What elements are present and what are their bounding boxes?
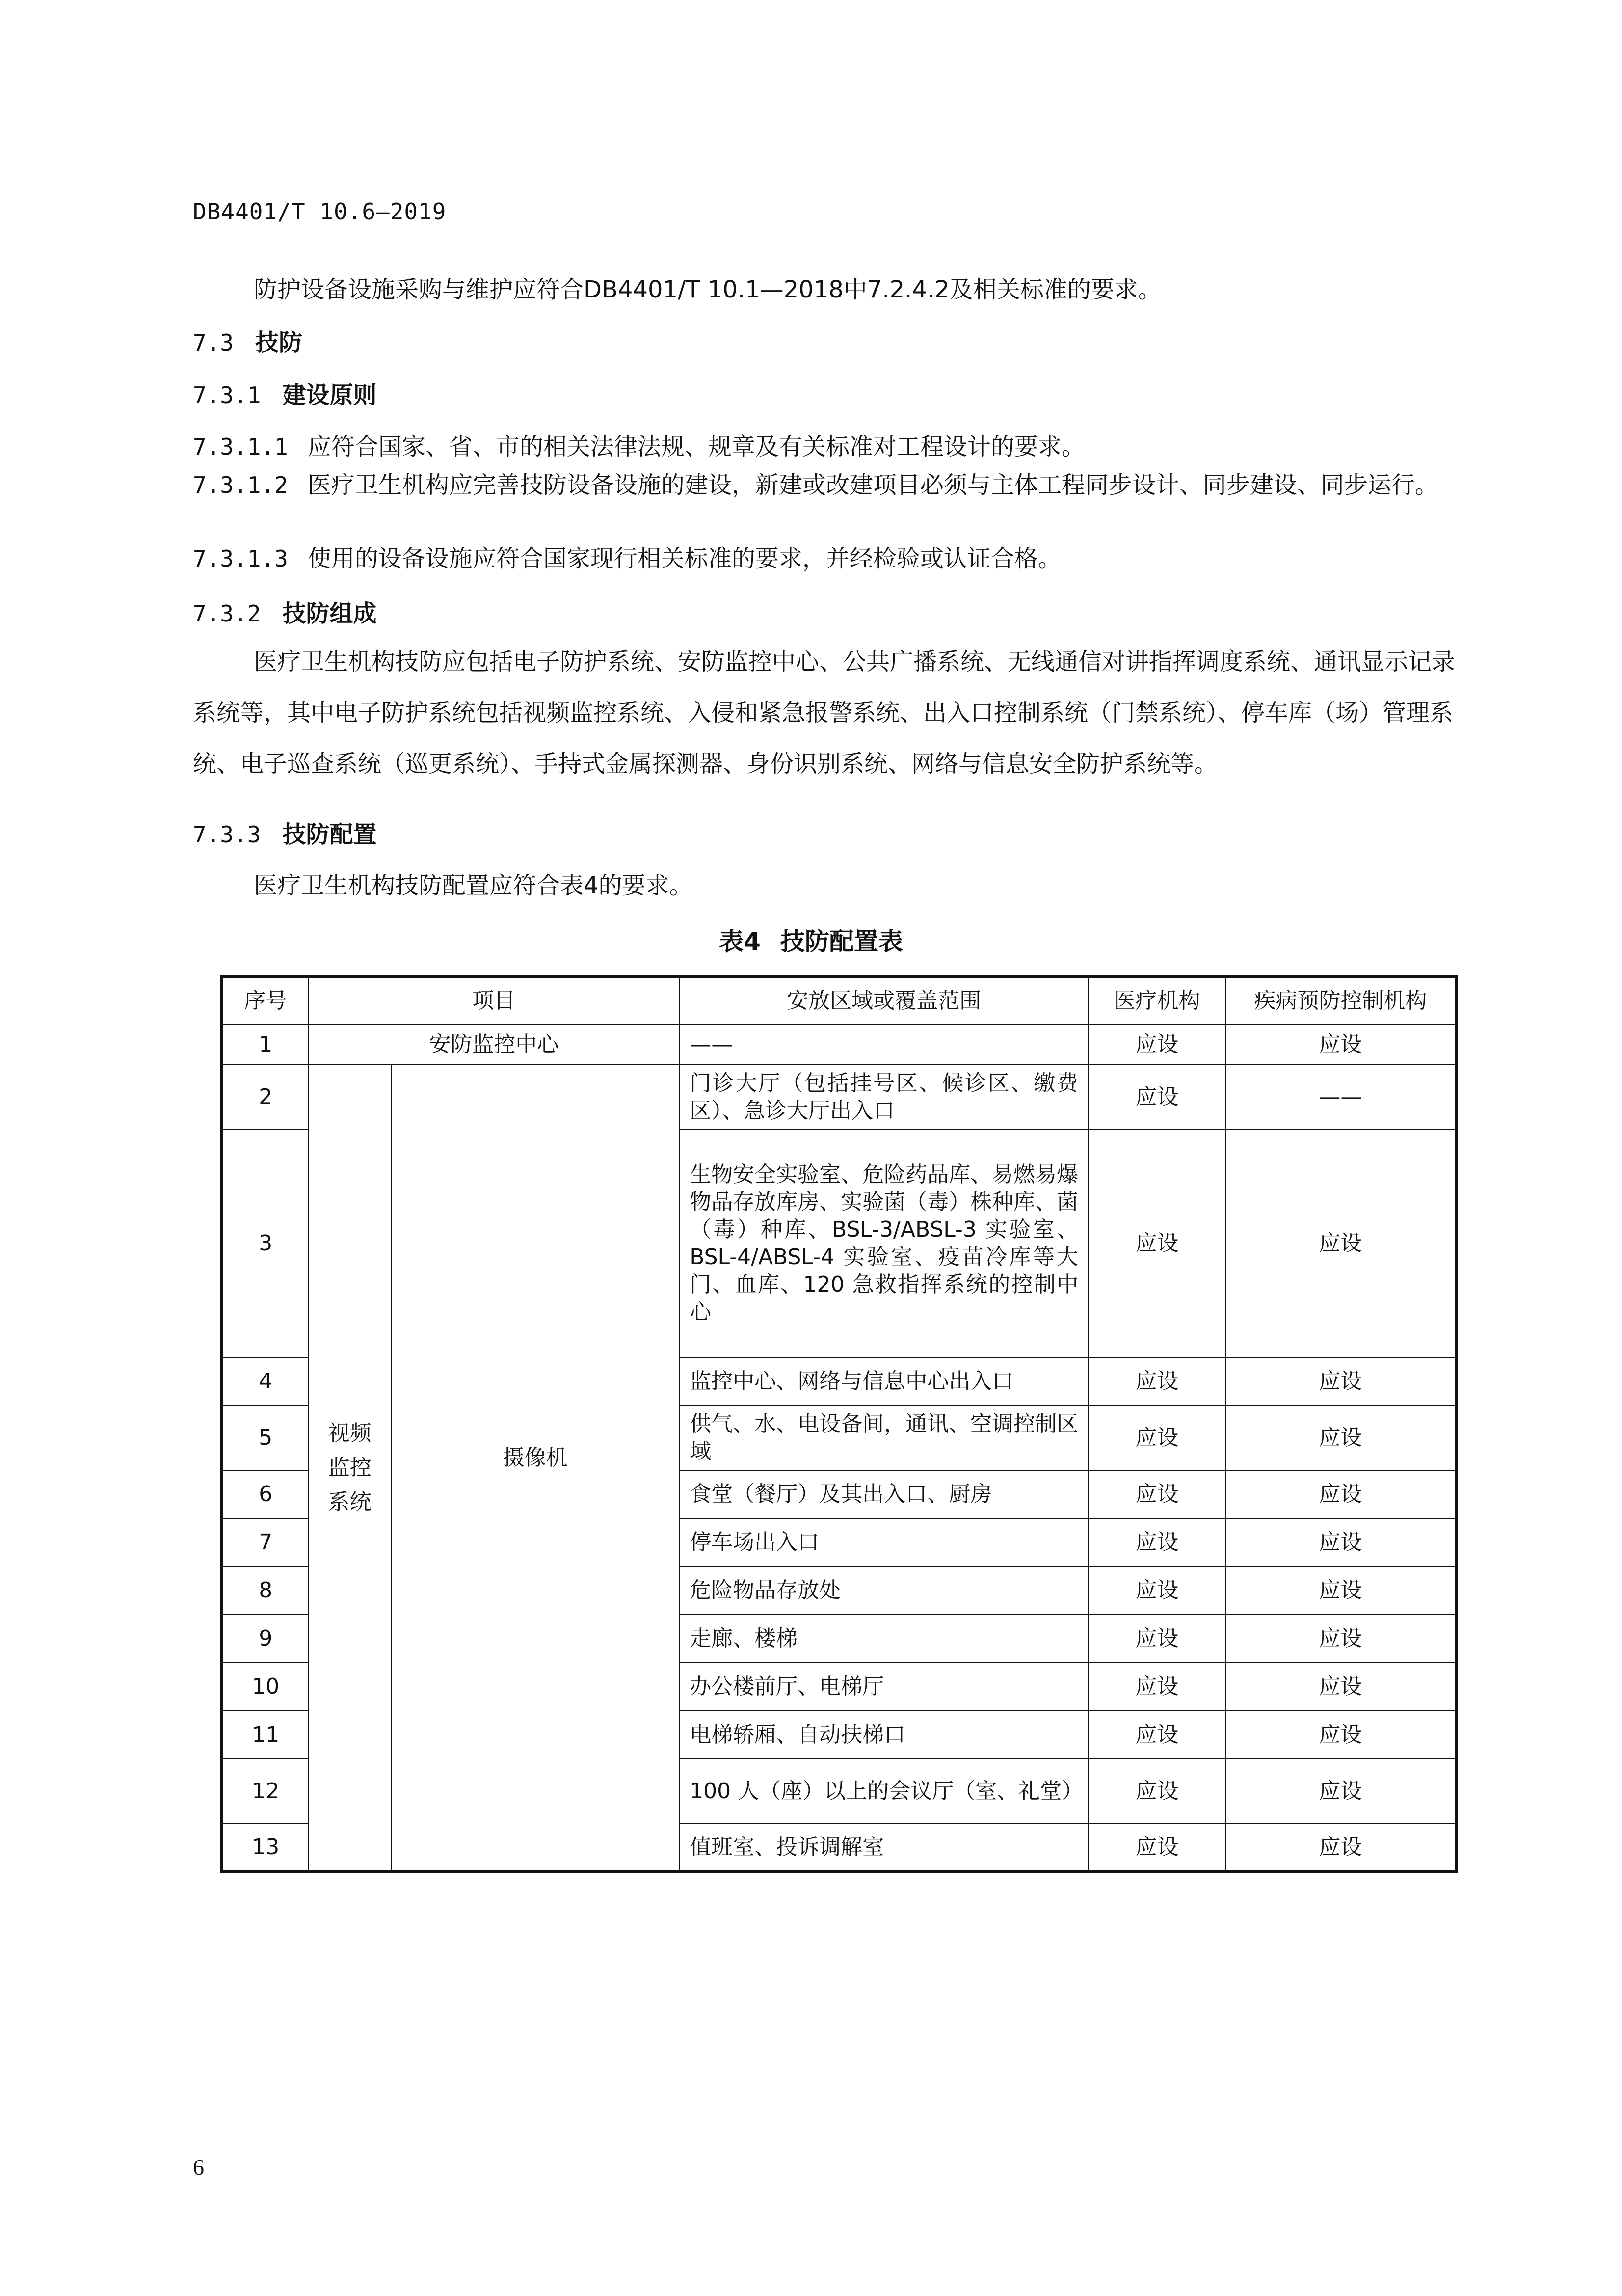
cell-no: 1 [222,1025,308,1065]
table-caption-number: 表4 [719,927,761,956]
cell-system [308,1065,391,1872]
section-title: 技防 [255,329,303,356]
cell-cdc: 应设 [1225,1405,1457,1470]
cell-cdc: 应设 [1225,1130,1457,1357]
section-title: 技防组成 [282,600,377,627]
standard-code: DB4401/T 10.6—2019 [193,198,447,225]
header-cdc: 疾病预防控制机构 [1225,976,1457,1025]
clause-number: 7.3.1.3 [193,545,288,572]
cell-no: 9 [222,1615,308,1663]
cell-medical: 应设 [1089,1065,1225,1130]
section-number: 7.3.3 [193,821,261,848]
section-7-3-3-heading [193,820,377,849]
table-row [222,1065,1457,1130]
cell-area: 100 人（座）以上的会议厅（室、礼堂） [679,1759,1089,1824]
cell-no: 8 [222,1567,308,1615]
device-label: 摄像机 [503,1445,568,1470]
cell-medical: 应设 [1089,1567,1225,1615]
clause-text: 使用的设备设施应符合国家现行相关标准的要求，并经检验或认证合格。 [307,545,1062,572]
cell-area: 门诊大厅（包括挂号区、候诊区、缴费区）、急诊大厅出入口 [679,1065,1089,1130]
cell-medical: 应设 [1089,1711,1225,1759]
cell-area: 电梯轿厢、自动扶梯口 [679,1711,1089,1759]
section-number: 7.3.2 [193,600,261,627]
clause-text: 医疗卫生机构应完善技防设备设施的建设，新建或改建项目必须与主体工程同步设计、同步建设、同步运行。 [307,471,1438,499]
cell-cdc: 应设 [1225,1663,1457,1711]
cell-medical: 应设 [1089,1518,1225,1567]
cell-medical: 应设 [1089,1025,1225,1065]
clause-7-3-1-2 [193,469,1469,501]
clause-text: 应符合国家、省、市的相关法律法规、规章及有关标准对工程设计的要求。 [307,433,1085,460]
cell-area: 办公楼前厅、电梯厅 [679,1663,1089,1711]
cell-no: 2 [222,1065,308,1130]
intro-paragraph: 防护设备设施采购与维护应符合DB4401/T 10.1—2018中7.2.4.2及相关标准的要求。 [254,276,1162,303]
section-number: 7.3.1 [193,382,261,408]
cell-area: 停车场出入口 [679,1518,1089,1567]
cell-area: 生物安全实验室、危险药品库、易燃易爆物品存放库房、实验菌（毒）株种库、菌（毒）种库、BSL-3/ABSL-3 实验室、BSL-4/ABSL-4 实验室、疫苗冷库等大门、血库、120 急救指挥系统的控制中心 [679,1130,1089,1357]
section-number: 7.3 [193,329,234,356]
cell-area: 走廊、楼梯 [679,1615,1089,1663]
cell-area: 食堂（餐厅）及其出入口、厨房 [679,1470,1089,1518]
cell-medical: 应设 [1089,1824,1225,1872]
header-no: 序号 [222,976,308,1025]
cell-cdc: 应设 [1225,1824,1457,1872]
tech-config-table [220,975,1458,1873]
header-area: 安放区域或覆盖范围 [679,976,1089,1025]
cell-no: 10 [222,1663,308,1711]
cell-cdc: 应设 [1225,1567,1457,1615]
cell-area: 监控中心、网络与信息中心出入口 [679,1357,1089,1405]
cell-no: 12 [222,1759,308,1824]
cell-cdc: —— [1225,1065,1457,1130]
cell-medical: 应设 [1089,1663,1225,1711]
cell-medical: 应设 [1089,1357,1225,1405]
page-number: 6 [193,2155,204,2180]
composition-paragraph: 医疗卫生机构技防应包括电子防护系统、安防监控中心、公共广播系统、无线通信对讲指挥调度系统、通讯显示记录系统等，其中电子防护系统包括视频监控系统、入侵和紧急报警系统、出入口控制系统（门禁系统）、停车库（场）管理系统、电子巡查系统（巡更系统）、手持式金属探测器、身份识别系统、网络与信息安全防护系统等。 [193,648,1456,778]
cell-no: 11 [222,1711,308,1759]
cell-cdc: 应设 [1225,1470,1457,1518]
clause-7-3-1-1 [193,431,1469,462]
cell-area: 供气、水、电设备间，通讯、空调控制区域 [679,1405,1089,1470]
table-row [222,1025,1457,1065]
section-7-3-2-heading [193,599,377,628]
cell-medical: 应设 [1089,1405,1225,1470]
cell-cdc: 应设 [1225,1711,1457,1759]
cell-medical: 应设 [1089,1615,1225,1663]
cell-no: 7 [222,1518,308,1567]
clause-7-3-1-3 [193,543,1469,574]
header-item: 项目 [308,976,679,1025]
system-label: 视频 监控 系统 [328,1421,372,1514]
cell-device [391,1065,679,1872]
section-7-3-1-heading [193,380,377,410]
cell-no: 13 [222,1824,308,1872]
cell-medical: 应设 [1089,1130,1225,1357]
header-medical: 医疗机构 [1089,976,1225,1025]
section-7-3-heading [193,328,302,357]
table-caption [0,922,1622,957]
config-paragraph: 医疗卫生机构技防配置应符合表4的要求。 [254,872,693,899]
cell-area: 值班室、投诉调解室 [679,1824,1089,1872]
section-title: 技防配置 [282,821,377,848]
clause-number: 7.3.1.2 [193,472,288,498]
cell-no: 4 [222,1357,308,1405]
cell-item: 安防监控中心 [308,1025,679,1065]
section-title: 建设原则 [282,381,377,409]
cell-no: 5 [222,1405,308,1470]
cell-medical: 应设 [1089,1470,1225,1518]
cell-cdc: 应设 [1225,1615,1457,1663]
table-header-row [222,976,1457,1025]
cell-area: 危险物品存放处 [679,1567,1089,1615]
cell-no: 3 [222,1130,308,1357]
table-caption-title: 技防配置表 [780,927,903,956]
cell-cdc: 应设 [1225,1025,1457,1065]
clause-number: 7.3.1.1 [193,433,288,460]
cell-cdc: 应设 [1225,1518,1457,1567]
cell-no: 6 [222,1470,308,1518]
cell-cdc: 应设 [1225,1357,1457,1405]
cell-medical: 应设 [1089,1759,1225,1824]
cell-cdc: 应设 [1225,1759,1457,1824]
cell-area: —— [679,1025,1089,1065]
